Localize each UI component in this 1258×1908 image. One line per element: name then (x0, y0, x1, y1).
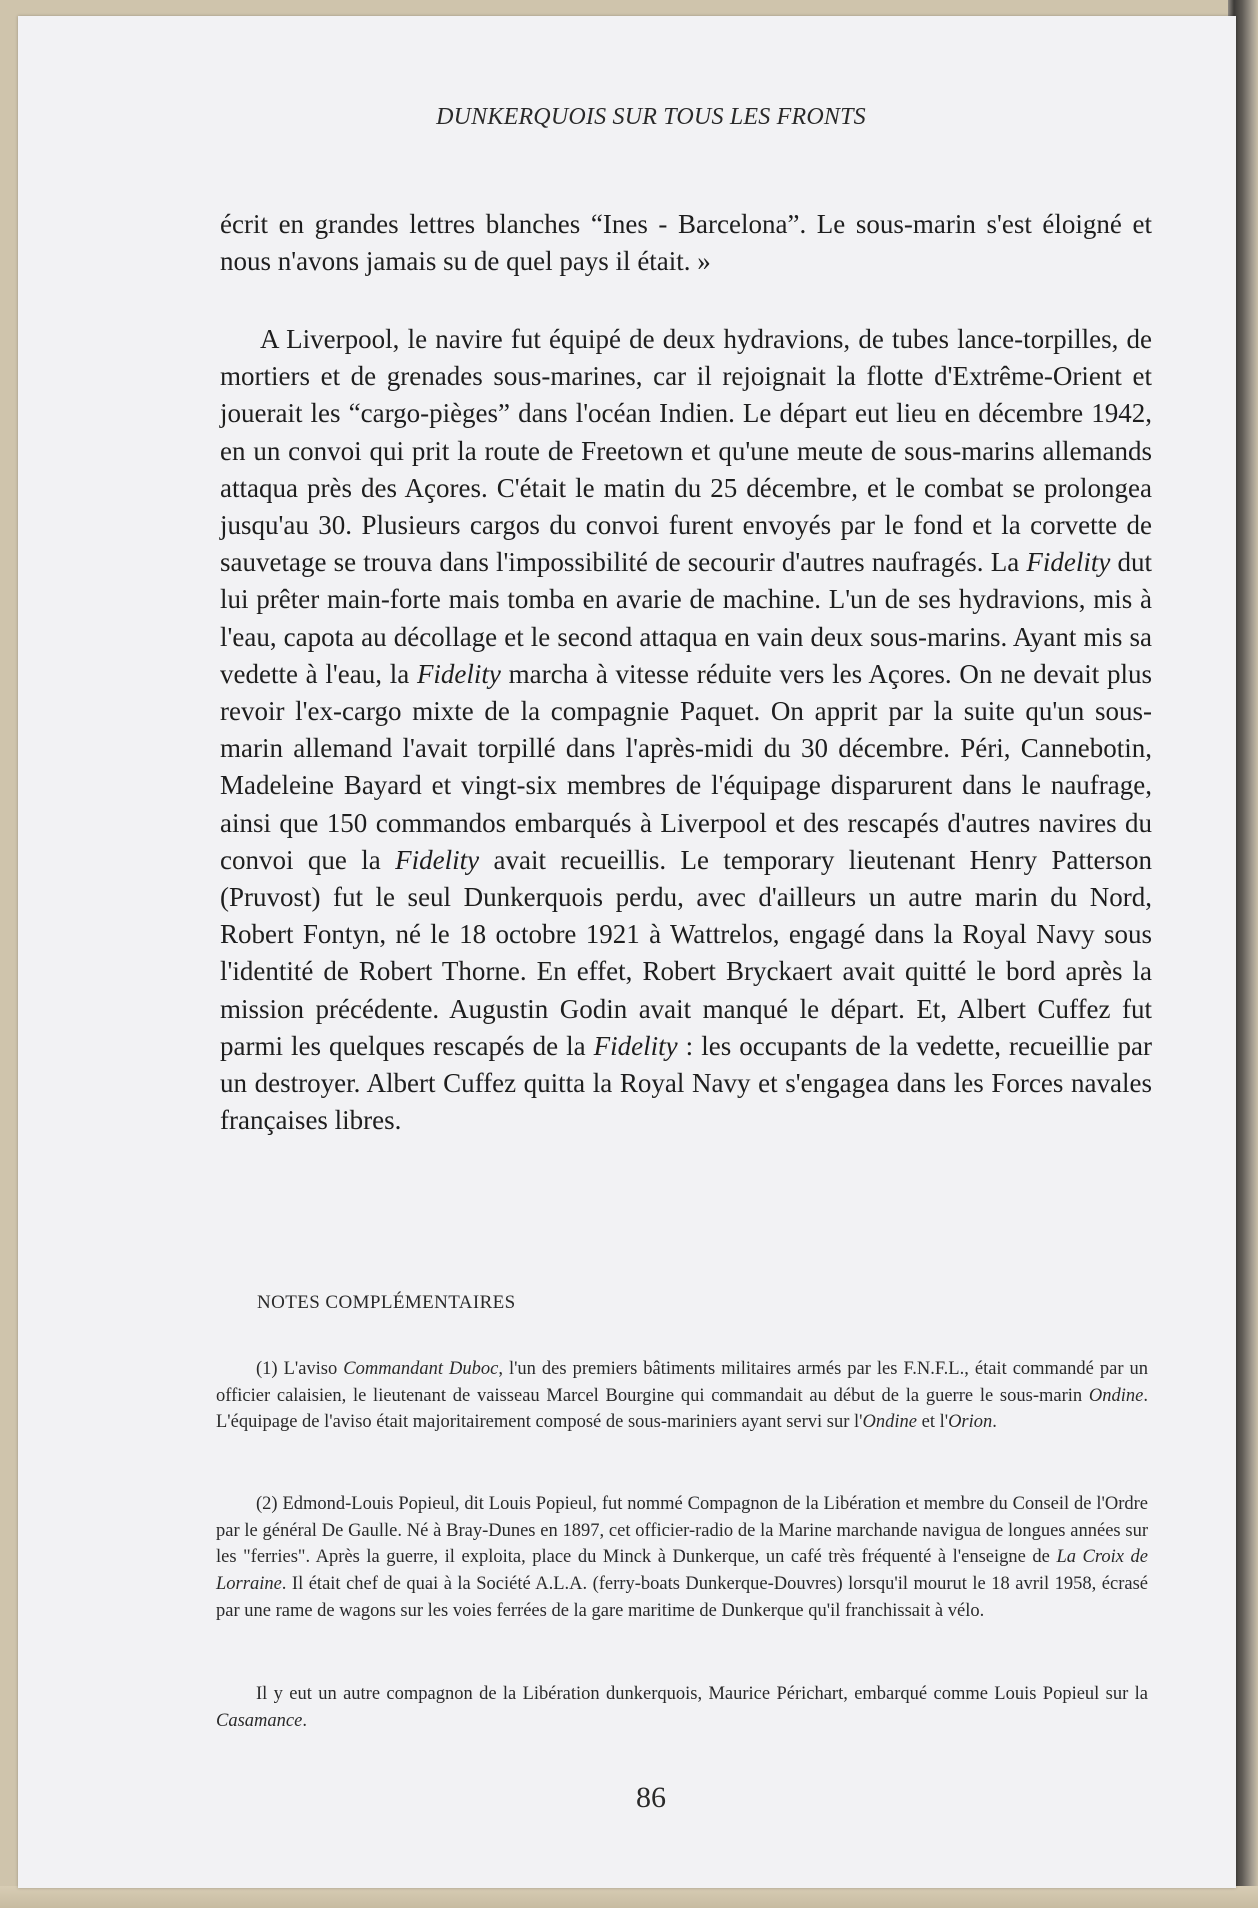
scan-bottom-edge (0, 1886, 1258, 1908)
ship-name: Fidelity (593, 1030, 678, 1061)
main-text-2: dut lui prêter main-forte mais tomba en avarie de machine. L'un de ses hydravions, mis à l'eau, capota au décollage et le second attaqua en vain deux sous-marins. Ayant mis sa vedette à l'eau, la (220, 547, 1153, 689)
main-text-4: avait recueillis. Le temporary lieutenant Henry Patterson (Pruvost) fut le seul Dunkerquois perdu, avec d'ailleurs un autre marin du Nord, Robert Fontyn, né le 18 octobre 1921 à Wattrelos, engagé dans la Royal Navy sous l'identité de Robert Thorne. En effet, Robert Bryckaert avait quitté le bord après la mission précédente. Augustin Godin avait manqué le départ. Et, Albert Cuffez fut parmi les quelques rescapés de la (220, 844, 1152, 1061)
running-header: DUNKERQUOIS SUR TOUS LES FRONTS (436, 104, 866, 130)
ship-name: Orion (948, 1412, 993, 1433)
submarine-name: Ondine (862, 1412, 917, 1433)
note-text: . (992, 1412, 997, 1433)
ship-name: Commandant Duboc (343, 1359, 499, 1379)
intro-paragraph: écrit en grandes lettres blanches “Ines - Barcelona”. Le sous-marin s'est éloigné et nous n'avons jamais su de quel pays il était. » (220, 209, 1152, 277)
ship-name: Casamance (216, 1710, 303, 1731)
notes-heading: NOTES COMPLÉMENTAIRES (257, 1292, 516, 1313)
footnote-2 (216, 1491, 1148, 1625)
submarine-name: Ondine (1088, 1385, 1144, 1406)
page-number: 86 (636, 1781, 666, 1814)
note-text: . (302, 1710, 307, 1731)
note-text: Il y eut un autre compagnon de la Libération dunkerquois, Maurice Périchart, embarqué comme Louis Popieul sur la (256, 1684, 1148, 1704)
main-text-3: marcha à vitesse réduite vers les Açores. On ne devait plus revoir l'ex-cargo mixte de la compagnie Paquet. On apprit par la suite qu'un sous-marin allemand l'avait torpillé dans l'après-midi du 30 décembre. Péri, Cannebotin, Madeleine Bayard et vingt-six membres de l'équipage disparurent dans le naufrage, ainsi que 150 commandos embarqués à Liverpool et des rescapés d'autres navires du convoi que la (220, 658, 1152, 875)
main-text-5: : les occupants de la vedette, recueillie par un destroyer. Albert Cuffez quitta la Royal Navy et s'engagea dans les Forces navales françaises libres. (220, 1030, 1153, 1136)
footnote-1 (216, 1356, 1148, 1436)
book-page (18, 16, 1236, 1888)
note-text: . L'équipage de l'aviso était majoritairement composé de sous-mariniers ayant servi sur l' (216, 1385, 1149, 1433)
note-text: , l'un des premiers bâtiments militaires armés par les F.N.F.L., était commandé par un officier calaisien, le lieutenant de vaisseau Marcel Bourgine qui commandait au début de la guerre le sous-marin (216, 1359, 1148, 1406)
ship-name: Fidelity (395, 844, 480, 875)
ship-name: Fidelity (1026, 547, 1111, 578)
main-text-1: A Liverpool, le navire fut équipé de deux hydravions, de tubes lance-torpilles, de mortiers et de grenades sous-marines, car il rejoignait la flotte d'Extrême-Orient et jouerait les “cargo-pièges” dans l'océan Indien. Le départ eut lieu en décembre 1942, en un convoi qui prit la route de Freetown et qu'une meute de sous-marins allemands attaqua près des Açores. C'était le matin du 25 décembre, et le combat se prolongea jusqu'au 30. Plusieurs cargos du convoi furent envoyés par le fond et la corvette de sauvetage se trouva dans l'impossibilité de secourir d'autres naufragés. La (220, 324, 1152, 578)
main-paragraph (220, 321, 1152, 1139)
ship-name: Fidelity (416, 658, 501, 689)
note-text: et l' (921, 1412, 949, 1433)
note-text: . Il était chef de quai à la Société A.L.A. (ferry-boats Dunkerque-Douvres) lorsqu'il mourut le 18 avril 1958, écrasé par une rame de wagons sur les voies ferrées de la gare maritime de Dunkerque qu'il franchissait à vélo. (216, 1574, 1148, 1621)
note-text: (2) Edmond-Louis Popieul, dit Louis Popieul, fut nommé Compagnon de la Libération et membre du Conseil de l'Ordre par le général De Gaulle. Né à Bray-Dunes en 1897, cet officier-radio de la Marine marchande navigua de longues années sur les "ferries". Après la guerre, il exploita, place du Minck à Dunkerque, un café très fréquenté à l'enseigne de (216, 1494, 1148, 1568)
footnote-2-continuation (216, 1681, 1148, 1734)
note-text: (1) L'aviso (256, 1359, 338, 1379)
cafe-name: La Croix de Lorraine (216, 1547, 1148, 1595)
